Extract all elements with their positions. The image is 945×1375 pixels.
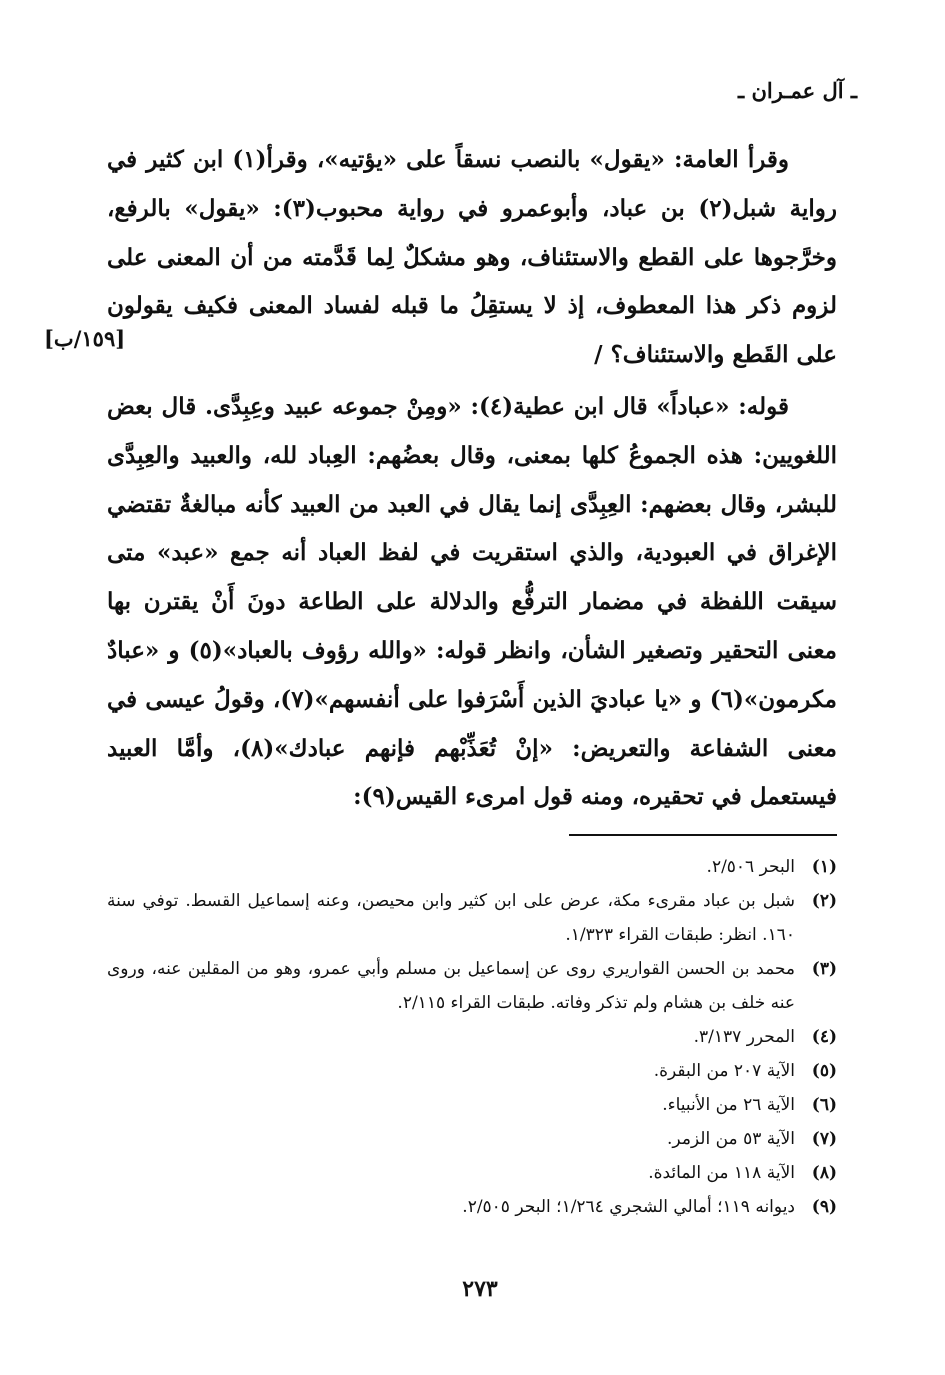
- footnote: [107, 952, 837, 1020]
- footnote-text: الآية ٢٠٧ من البقرة.: [653, 1061, 795, 1081]
- footnote-number: (٤): [811, 1027, 837, 1047]
- footnote-text: الآية ٥٣ من الزمر.: [667, 1129, 795, 1149]
- manuscript-folio-reference: [١٥٩/ب]: [44, 326, 126, 351]
- footnote-text: محمد بن الحسن القواريري روى عن إسماعيل بن مسلم وأبي عمرو، وهو من المقلين عنه، وروى عنه خلف بن هشام ولم تذكر وفاته. طبقات القراء ٢/١١٥.: [107, 959, 795, 1013]
- footnote: [107, 1020, 837, 1054]
- page-number: ٢٧٣: [462, 1276, 498, 1302]
- footnote-text: المحرر ٣/١٣٧.: [693, 1027, 795, 1047]
- footnote-number: (٢): [811, 891, 837, 911]
- footnote-text: ديوانه ١١٩؛ أمالي الشجري ١/٢٦٤؛ البحر ٢/٥٠٥.: [462, 1197, 795, 1217]
- footnote: [107, 1054, 837, 1088]
- footnote: [107, 1088, 837, 1122]
- footnote-text: الآية ٢٦ من الأنبياء.: [662, 1095, 795, 1115]
- footnote-number: (٥): [811, 1061, 837, 1081]
- footnote-number: (٦): [811, 1095, 837, 1115]
- running-header: ـ آل عمـران ـ: [738, 78, 857, 103]
- footnote-number: (٧): [811, 1129, 837, 1149]
- footnote-number: (٣): [811, 959, 837, 979]
- footnote-text: الآية ١١٨ من المائدة.: [648, 1163, 795, 1183]
- footnote-number: (٩): [811, 1197, 837, 1217]
- footnote-text: البحر ٢/٥٠٦.: [706, 857, 795, 877]
- footnote-number: (٨): [811, 1163, 837, 1183]
- footnotes-list: [107, 850, 837, 1224]
- footnote: [107, 1156, 837, 1190]
- footnote-text: شبل بن عباد مقرىء مكة، عرض على ابن كثير وابن محيصن، وعنه إسماعيل القسط. توفي سنة ١٦٠. انظر: طبقات القراء ١/٣٢٣.: [107, 891, 795, 945]
- paragraph-1: وقرأ العامة: «يقول» بالنصب نسقاً على «يؤتيه»، وقرأ(١) ابن كثير في رواية شبل(٢) بن عباد، وأبوعمرو في رواية محبوب(٣): «يقول» بالرفع، وخرَّجوها على القطع والاستئناف، وهو مشكلٌ لِما قَدَّمته من أن المعنى على لزوم ذكر هذا المعطوف، إذ لا يستقِلُ ما قبله لفساد المعنى فكيف يقولون على القَطع والاستئناف؟ /: [107, 146, 837, 369]
- footnote-number: (١): [811, 857, 837, 877]
- paragraph-2: قوله: «عباداً» قال ابن عطية(٤): «ومِنْ جموعه عبيد وعِبِدَّى. قال بعض اللغويين: هذه الجموعُ كلها بمعنى، وقال بعضُهم: العِباد لله، والعبيد والعِبِدَّى للبشر، وقال بعضهم: العِبِدَّى إنما يقال في العبد من العبيد كأنه مبالغةٌ تقتضي الإغراق في العبودية، والذي استقريت في لفظ العباد أنه جمع «عبد» متى سيقت اللفظة في مضمار الترفُّع والدلالة على الطاعة دونَ أَنْ يقترن بها معنى التحقير وتصغير الشأن، وانظر قوله: «والله رؤوف بالعباد»(٥) و «عبادٌ مكرمون»(٦) و «يا عباديَ الذين أَسْرَفوا على أنفسهم»(٧)، وقولُ عيسى في معنى الشفاعة والتعريض: «إنْ تُعَذِّبْهم فإنهم عبادك»(٨)، وأمَّا العبيد فيستعمل في تحقيره، ومنه قول امرىء القيس(٩):: [107, 393, 838, 811]
- footnote: [107, 1122, 837, 1156]
- footnote: [107, 1190, 837, 1224]
- footnote: [107, 884, 837, 952]
- footnote-divider: [569, 834, 837, 836]
- footnote: [107, 850, 837, 884]
